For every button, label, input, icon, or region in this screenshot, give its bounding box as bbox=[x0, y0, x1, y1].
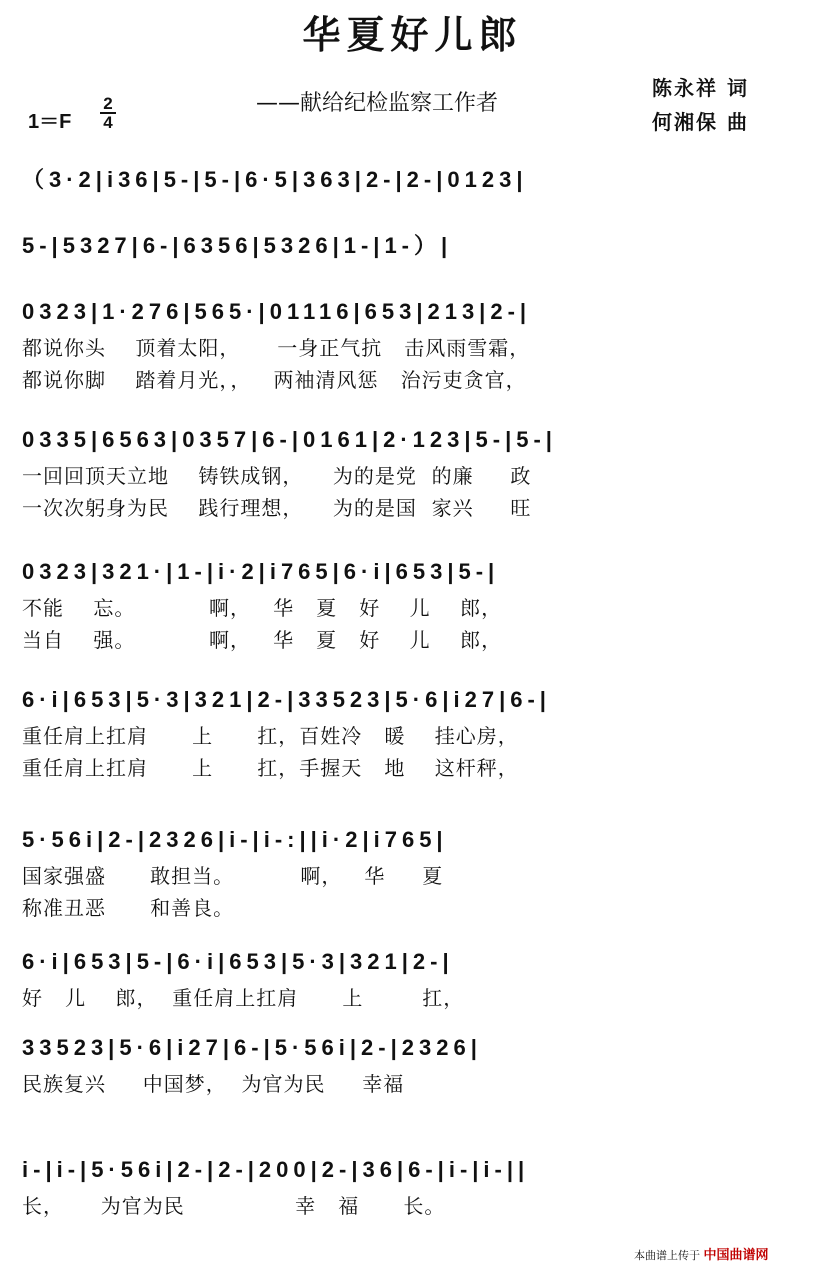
notes-line: 5·56i|2-|2326|i-|i-:||i·2|i765| bbox=[22, 827, 448, 852]
system-1 bbox=[22, 160, 802, 200]
system-4 bbox=[22, 420, 802, 524]
notes-line: （3·2|i36|5-|5-|6·5|363|2-|2-|0123| bbox=[22, 167, 528, 192]
lyric-line: 民族复兴 中国梦， 为官为民 幸福 bbox=[22, 1072, 405, 1096]
lyric-line: 都说你脚 踏着月光，， 两袖清风惩 治污吏贪官， bbox=[22, 368, 527, 392]
lyric-line: 一次次躬身为民 践行理想， 为的是国 家兴 旺 bbox=[22, 496, 532, 520]
time-signature-bottom: 4 bbox=[103, 113, 113, 132]
system-6 bbox=[22, 680, 802, 784]
lyric-line: 长， 为官为民 幸 福 长。 bbox=[22, 1194, 446, 1218]
system-10 bbox=[22, 1150, 802, 1222]
composer-credit: 何湘保 曲 bbox=[652, 110, 749, 134]
notes-line: 0335|6563|0357|6-|0161|2·123|5-|5-| bbox=[22, 427, 557, 452]
system-8 bbox=[22, 942, 802, 1014]
system-7 bbox=[22, 820, 802, 924]
site-logo[interactable]: 中国曲谱网 bbox=[703, 1248, 769, 1263]
lyric-line: 不能 忘。 啊， 华 夏 好 儿 郎， bbox=[22, 596, 503, 620]
footer-credit bbox=[634, 1244, 769, 1263]
system-5 bbox=[22, 552, 802, 656]
system-9 bbox=[22, 1028, 802, 1100]
key-signature: 1＝F bbox=[28, 111, 72, 133]
time-signature-top: 2 bbox=[103, 94, 113, 113]
song-subtitle: ——献给纪检监察工作者 bbox=[256, 91, 499, 116]
notes-line: 0323|321·|1-|i·2|i765|6·i|653|5-| bbox=[22, 559, 500, 584]
lyric-line: 重任肩上扛肩 上 扛，百姓冷 暖 挂心房， bbox=[22, 724, 519, 748]
system-3 bbox=[22, 292, 802, 396]
lyric-line: 当自 强。 啊， 华 夏 好 儿 郎， bbox=[22, 628, 503, 652]
notes-line: i-|i-|5·56i|2-|2-|200|2-|36|6-|i-|i-|| bbox=[22, 1157, 530, 1182]
system-2 bbox=[22, 226, 802, 266]
notes-line: 6·i|653|5·3|321|2-|33523|5·6|i27|6-| bbox=[22, 687, 551, 712]
notes-line: 6·i|653|5-|6·i|653|5·3|321|2-| bbox=[22, 949, 454, 974]
notes-line: 5-|5327|6-|6356|5326|1-|1-）| bbox=[22, 233, 453, 258]
lyric-line: 都说你头 顶着太阳， 一身正气抗 击风雨雪霜， bbox=[22, 336, 531, 360]
notes-line: 33523|5·6|i27|6-|5·56i|2-|2326| bbox=[22, 1035, 482, 1060]
lyric-line: 国家强盛 敢担当。 啊， 华 夏 bbox=[22, 864, 444, 888]
notes-line: 0323|1·276|565·|01116|653|213|2-| bbox=[22, 299, 532, 324]
song-title: 华夏好儿郎 bbox=[302, 13, 523, 57]
lyric-line: 好 儿 郎， 重任肩上扛肩 上 扛， bbox=[22, 986, 465, 1010]
upload-note: 本曲谱上传于 bbox=[634, 1249, 700, 1262]
lyricist-credit: 陈永祥 词 bbox=[652, 76, 749, 100]
lyric-line: 称准丑恶 和善良。 bbox=[22, 896, 235, 920]
time-signature bbox=[98, 95, 118, 131]
lyric-line: 重任肩上扛肩 上 扛，手握天 地 这杆秤， bbox=[22, 756, 519, 780]
lyric-line: 一回回顶天立地 铸铁成钢， 为的是党 的廉 政 bbox=[22, 464, 532, 488]
